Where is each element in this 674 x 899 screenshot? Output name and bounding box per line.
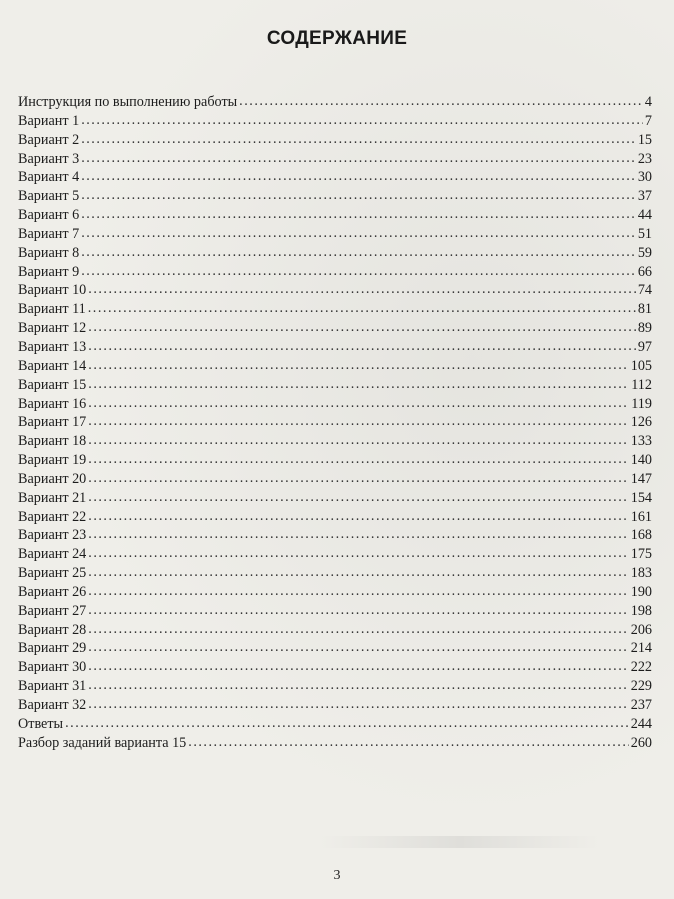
toc-entry-page: 168 [630, 527, 652, 544]
toc-entry-page: 59 [637, 244, 652, 261]
toc-entry-page: 237 [630, 697, 652, 713]
toc-entry-label: Вариант 1 [18, 112, 80, 129]
toc-leader-dots [81, 243, 636, 262]
toc-leader-dots [88, 375, 629, 394]
toc-entry [18, 621, 652, 640]
toc-entry-label: Вариант 25 [18, 565, 87, 582]
toc-entry-label: Вариант 16 [18, 395, 87, 412]
toc-leader-dots [88, 356, 628, 375]
toc-entry-label: Вариант 31 [18, 678, 87, 695]
toc-entry-label: Вариант 26 [18, 583, 87, 600]
toc-entry [18, 263, 652, 282]
toc-entry-page: 97 [637, 338, 652, 355]
toc-entry [18, 658, 652, 677]
toc-leader-dots [81, 186, 636, 205]
toc-leader-dots [81, 167, 636, 186]
toc-entry-page: 105 [630, 357, 652, 374]
toc-entry-label: Вариант 4 [18, 169, 80, 186]
toc-entry [18, 677, 652, 696]
toc-leader-dots [88, 582, 628, 601]
toc-entry [18, 168, 652, 187]
toc-entry-label: Вариант 14 [18, 357, 87, 374]
page-number: 3 [333, 868, 341, 883]
show-through-artifact [320, 836, 600, 848]
toc-entry-label: Вариант 22 [18, 508, 87, 525]
toc-entry-label: Вариант 17 [18, 414, 87, 431]
toc-entry-label: Вариант 21 [18, 489, 87, 506]
toc-entry-page: 154 [630, 489, 652, 506]
toc-entry-page: 133 [630, 433, 652, 450]
toc-entry [18, 583, 652, 602]
toc-entry-page: 30 [637, 169, 652, 186]
toc-leader-dots [88, 544, 628, 563]
toc-entry [18, 319, 652, 338]
toc-entry-page: 44 [637, 207, 652, 224]
toc-entry-page: 214 [630, 640, 652, 657]
toc-leader-dots [88, 469, 628, 488]
toc-entry-label: Вариант 27 [18, 602, 87, 619]
toc-entry [18, 300, 652, 319]
toc-leader-dots [88, 450, 628, 469]
toc-leader-dots [81, 130, 636, 149]
toc-entry-label: Вариант 18 [18, 433, 87, 450]
toc-entry [18, 715, 652, 734]
toc-entry-page: 175 [630, 546, 652, 563]
toc-entry-page: 260 [630, 734, 652, 751]
toc-entry-page: 15 [637, 131, 652, 148]
toc-entry-page: 140 [630, 452, 652, 469]
toc-entry-label: Разбор заданий варианта 15 [18, 734, 187, 751]
toc-leader-dots [81, 111, 643, 130]
toc-leader-dots [88, 563, 628, 582]
toc-leader-dots [88, 638, 628, 657]
toc-entry [18, 451, 652, 470]
toc-leader-dots [88, 695, 628, 714]
toc-entry [18, 508, 652, 527]
toc-entry-label: Вариант 9 [18, 263, 80, 280]
toc-entry [18, 413, 652, 432]
toc-entry-page: 89 [637, 320, 652, 337]
toc-entry-label: Инструкция по выполнению работы [18, 94, 238, 110]
toc-entry-label: Вариант 8 [18, 244, 80, 261]
toc-entry-page: 81 [637, 301, 652, 318]
toc-entry [18, 244, 652, 263]
toc-leader-dots [88, 525, 628, 544]
toc-entry-label: Вариант 6 [18, 207, 80, 224]
toc-entry [18, 112, 652, 131]
toc-entry-label: Вариант 19 [18, 452, 87, 469]
toc-entry-page: 7 [644, 112, 652, 129]
toc-entry [18, 395, 652, 414]
toc-entry-page: 119 [631, 395, 652, 412]
toc-entry-label: Вариант 15 [18, 376, 87, 393]
toc-entry-page: 74 [637, 282, 652, 299]
toc-entry [18, 281, 652, 300]
toc-entry-page: 51 [637, 225, 652, 242]
toc-entry [18, 187, 652, 206]
toc-entry [18, 357, 652, 376]
toc-leader-dots [81, 149, 636, 168]
toc-entry [18, 150, 652, 169]
toc-entry-label: Вариант 12 [18, 320, 87, 337]
toc-leader-dots [81, 205, 636, 224]
toc-leader-dots [88, 507, 628, 526]
toc-leader-dots [88, 318, 636, 337]
toc-entry-page: 4 [644, 94, 652, 110]
toc-entry-label: Вариант 5 [18, 188, 80, 205]
toc-entry-label: Вариант 29 [18, 640, 87, 657]
toc-entry-label: Вариант 13 [18, 338, 87, 355]
toc-entry-page: 161 [630, 508, 652, 525]
toc-entry [18, 225, 652, 244]
toc-entry-page: 126 [630, 414, 652, 431]
toc-entry-label: Вариант 7 [18, 225, 80, 242]
toc-entry-page: 112 [631, 376, 652, 393]
toc-entry [18, 489, 652, 508]
toc-entry [18, 131, 652, 150]
toc-entry [18, 432, 652, 451]
toc-entry-page: 183 [630, 565, 652, 582]
toc-entry-label: Вариант 2 [18, 131, 80, 148]
toc-leader-dots [88, 337, 636, 356]
toc-entry-page: 23 [637, 150, 652, 167]
toc-entry [18, 734, 652, 753]
toc-leader-dots [188, 733, 628, 752]
toc-entry [18, 338, 652, 357]
page-title: СОДЕРЖАНИЕ [266, 28, 408, 49]
toc-entry-page: 37 [637, 188, 652, 205]
toc-entry-label: Вариант 11 [18, 301, 86, 318]
toc-entry [18, 470, 652, 489]
toc-leader-dots [88, 601, 628, 620]
toc-leader-dots [88, 394, 629, 413]
toc-entry-label: Вариант 24 [18, 546, 87, 563]
toc-entry-page: 198 [630, 602, 652, 619]
toc-entry [18, 93, 652, 112]
toc-entry-page: 147 [630, 470, 652, 487]
toc-entry-label: Вариант 28 [18, 621, 87, 638]
toc-entry [18, 206, 652, 225]
toc-entry-page: 206 [630, 621, 652, 638]
toc-entry-page: 66 [637, 263, 652, 280]
toc-entry-label: Ответы [18, 715, 64, 732]
toc-entry-page: 190 [630, 583, 652, 600]
toc-entry-page: 222 [630, 659, 652, 676]
toc-entry-label: Вариант 3 [18, 150, 80, 167]
toc-entry [18, 545, 652, 564]
toc-leader-dots [239, 92, 643, 111]
toc-leader-dots [88, 431, 628, 450]
toc-leader-dots [88, 676, 628, 695]
toc-entry-label: Вариант 10 [18, 282, 87, 299]
toc-entry [18, 564, 652, 583]
toc-entry-page: 229 [630, 678, 652, 695]
toc-entry-label: Вариант 23 [18, 527, 87, 544]
toc-leader-dots [65, 714, 629, 733]
toc-entry-label: Вариант 32 [18, 697, 87, 713]
toc-leader-dots [81, 262, 636, 281]
toc-entry [18, 376, 652, 395]
toc-leader-dots [88, 412, 628, 431]
toc-entry-page: 244 [630, 715, 652, 732]
toc-entry-label: Вариант 20 [18, 470, 87, 487]
toc-leader-dots [88, 299, 636, 318]
toc-leader-dots [88, 488, 628, 507]
toc-leader-dots [88, 620, 628, 639]
toc-entry [18, 696, 652, 715]
toc-leader-dots [88, 657, 628, 676]
toc-leader-dots [88, 280, 636, 299]
toc-entry-label: Вариант 30 [18, 659, 87, 676]
toc-entry [18, 639, 652, 658]
toc-entry [18, 526, 652, 545]
toc-leader-dots [81, 224, 636, 243]
table-of-contents [18, 93, 652, 753]
toc-entry [18, 602, 652, 621]
